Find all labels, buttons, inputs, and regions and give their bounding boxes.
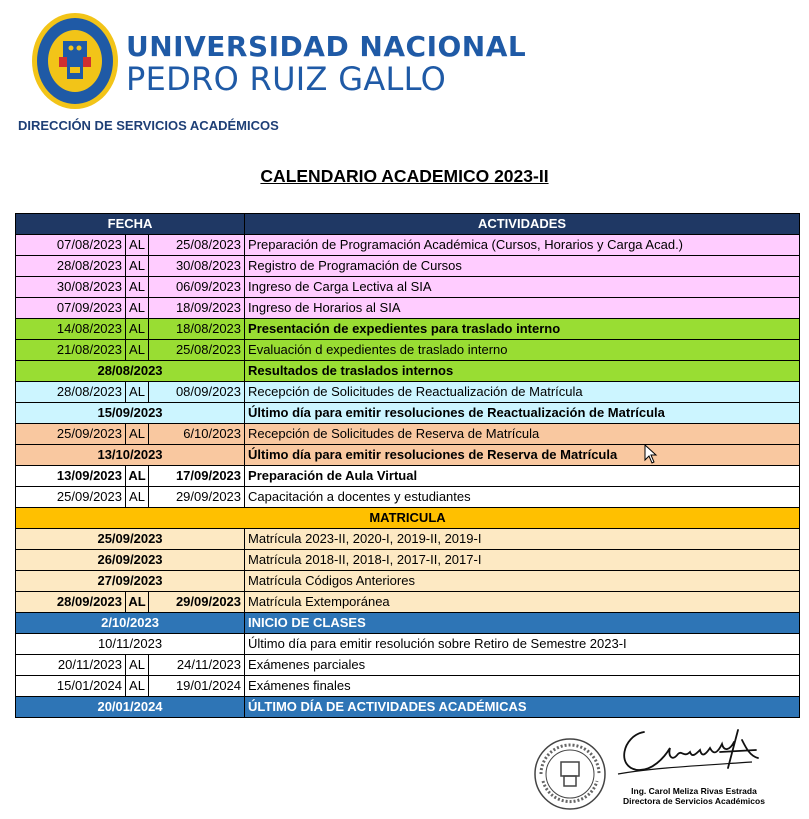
- table-row: [16, 655, 800, 676]
- single-date: 20/01/2024: [16, 697, 245, 718]
- table-row: [16, 319, 800, 340]
- university-name-line1: UNIVERSIDAD NACIONAL: [126, 30, 527, 63]
- start-date: 15/01/2024: [16, 676, 126, 697]
- university-name-line2: PEDRO RUIZ GALLO: [126, 60, 447, 98]
- section-row-matricula: [16, 508, 800, 529]
- single-date: 28/08/2023: [16, 361, 245, 382]
- start-date: 07/09/2023: [16, 298, 126, 319]
- single-date: 13/10/2023: [16, 445, 245, 466]
- start-date: 13/09/2023: [16, 466, 126, 487]
- end-date: 30/08/2023: [149, 256, 245, 277]
- start-date: 14/08/2023: [16, 319, 126, 340]
- al-label: AL: [126, 424, 149, 445]
- activity: Exámenes parciales: [245, 655, 800, 676]
- table-row: [16, 613, 800, 634]
- table-row: [16, 445, 800, 466]
- activity: Ingreso de Carga Lectiva al SIA: [245, 277, 800, 298]
- calendar-title: CALENDARIO ACADEMICO 2023-II: [260, 166, 549, 186]
- al-label: AL: [126, 235, 149, 256]
- activity: Matrícula 2023-II, 2020-I, 2019-II, 2019-I: [245, 529, 800, 550]
- table-row: [16, 634, 800, 655]
- activity: ÚLTIMO DÍA DE ACTIVIDADES ACADÉMICAS: [245, 697, 800, 718]
- single-date: 2/10/2023: [16, 613, 245, 634]
- end-date: 24/11/2023: [149, 655, 245, 676]
- activity: Matrícula Códigos Anteriores: [245, 571, 800, 592]
- activity: Capacitación a docentes y estudiantes: [245, 487, 800, 508]
- handwritten-signature: [612, 722, 762, 782]
- end-date: 6/10/2023: [149, 424, 245, 445]
- activity: Evaluación d expedientes de traslado interno: [245, 340, 800, 361]
- activity: Recepción de Solicitudes de Reserva de Matrícula: [245, 424, 800, 445]
- start-date: 30/08/2023: [16, 277, 126, 298]
- al-label: AL: [126, 256, 149, 277]
- end-date: 17/09/2023: [149, 466, 245, 487]
- activity: Último día para emitir resoluciones de Reserva de Matrícula: [245, 445, 800, 466]
- activity: Preparación de Programación Académica (Cursos, Horarios y Carga Acad.): [245, 235, 800, 256]
- table-row: [16, 571, 800, 592]
- single-date: 15/09/2023: [16, 403, 245, 424]
- al-label: AL: [126, 319, 149, 340]
- activity: Presentación de expedientes para traslado interno: [245, 319, 800, 340]
- activity: Recepción de Solicitudes de Reactualización de Matrícula: [245, 382, 800, 403]
- end-date: 19/01/2024: [149, 676, 245, 697]
- table-row: [16, 340, 800, 361]
- start-date: 28/09/2023: [16, 592, 126, 613]
- end-date: 18/09/2023: [149, 298, 245, 319]
- activity: Registro de Programación de Cursos: [245, 256, 800, 277]
- table-header-row: [16, 214, 800, 235]
- al-label: AL: [126, 676, 149, 697]
- signatory-name: Ing. Carol Meliza Rivas Estrada: [631, 786, 757, 796]
- signatory-role: Directora de Servicios Académicos: [623, 796, 765, 806]
- activity: Último día para emitir resoluciones de Reactualización de Matrícula: [245, 403, 800, 424]
- official-stamp-seal: [533, 737, 607, 811]
- table-row: [16, 403, 800, 424]
- al-label: AL: [126, 655, 149, 676]
- al-label: AL: [126, 382, 149, 403]
- table-row: [16, 382, 800, 403]
- single-date: 10/11/2023: [16, 634, 245, 655]
- activity: Último día para emitir resolución sobre Retiro de Semestre 2023-I: [245, 634, 800, 655]
- end-date: 25/08/2023: [149, 235, 245, 256]
- start-date: 20/11/2023: [16, 655, 126, 676]
- single-date: 27/09/2023: [16, 571, 245, 592]
- end-date: 18/08/2023: [149, 319, 245, 340]
- table-row: [16, 424, 800, 445]
- table-row: [16, 277, 800, 298]
- start-date: 28/08/2023: [16, 256, 126, 277]
- start-date: 07/08/2023: [16, 235, 126, 256]
- end-date: 08/09/2023: [149, 382, 245, 403]
- al-label: AL: [126, 277, 149, 298]
- table-row: [16, 487, 800, 508]
- activity: Preparación de Aula Virtual: [245, 466, 800, 487]
- start-date: 25/09/2023: [16, 424, 126, 445]
- table-row: [16, 466, 800, 487]
- end-date: 06/09/2023: [149, 277, 245, 298]
- table-row: [16, 592, 800, 613]
- table-row: [16, 676, 800, 697]
- start-date: 25/09/2023: [16, 487, 126, 508]
- table-row: [16, 529, 800, 550]
- al-label: AL: [126, 592, 149, 613]
- al-label: AL: [126, 298, 149, 319]
- al-label: AL: [126, 487, 149, 508]
- table-row: [16, 256, 800, 277]
- single-date: 26/09/2023: [16, 550, 245, 571]
- activity: Ingreso de Horarios al SIA: [245, 298, 800, 319]
- activity: Resultados de traslados internos: [245, 361, 800, 382]
- activity: INICIO DE CLASES: [245, 613, 800, 634]
- start-date: 28/08/2023: [16, 382, 126, 403]
- end-date: 29/09/2023: [149, 487, 245, 508]
- end-date: 25/08/2023: [149, 340, 245, 361]
- al-label: AL: [126, 340, 149, 361]
- al-label: AL: [126, 466, 149, 487]
- table-row: [16, 697, 800, 718]
- activity: Matrícula 2018-II, 2018-I, 2017-II, 2017-I: [245, 550, 800, 571]
- activity: Matrícula Extemporánea: [245, 592, 800, 613]
- mouse-pointer-icon: [644, 444, 658, 464]
- end-date: 29/09/2023: [149, 592, 245, 613]
- header-actividades: ACTIVIDADES: [245, 214, 800, 235]
- table-row: [16, 550, 800, 571]
- header-fecha: FECHA: [16, 214, 245, 235]
- academic-calendar-table: [15, 213, 800, 718]
- department-name: DIRECCIÓN DE SERVICIOS ACADÉMICOS: [18, 118, 279, 133]
- table-row: [16, 361, 800, 382]
- table-row: [16, 298, 800, 319]
- single-date: 25/09/2023: [16, 529, 245, 550]
- activity: Exámenes finales: [245, 676, 800, 697]
- university-seal-logo: [30, 11, 120, 111]
- section-title: MATRICULA: [16, 508, 800, 529]
- table-row: [16, 235, 800, 256]
- start-date: 21/08/2023: [16, 340, 126, 361]
